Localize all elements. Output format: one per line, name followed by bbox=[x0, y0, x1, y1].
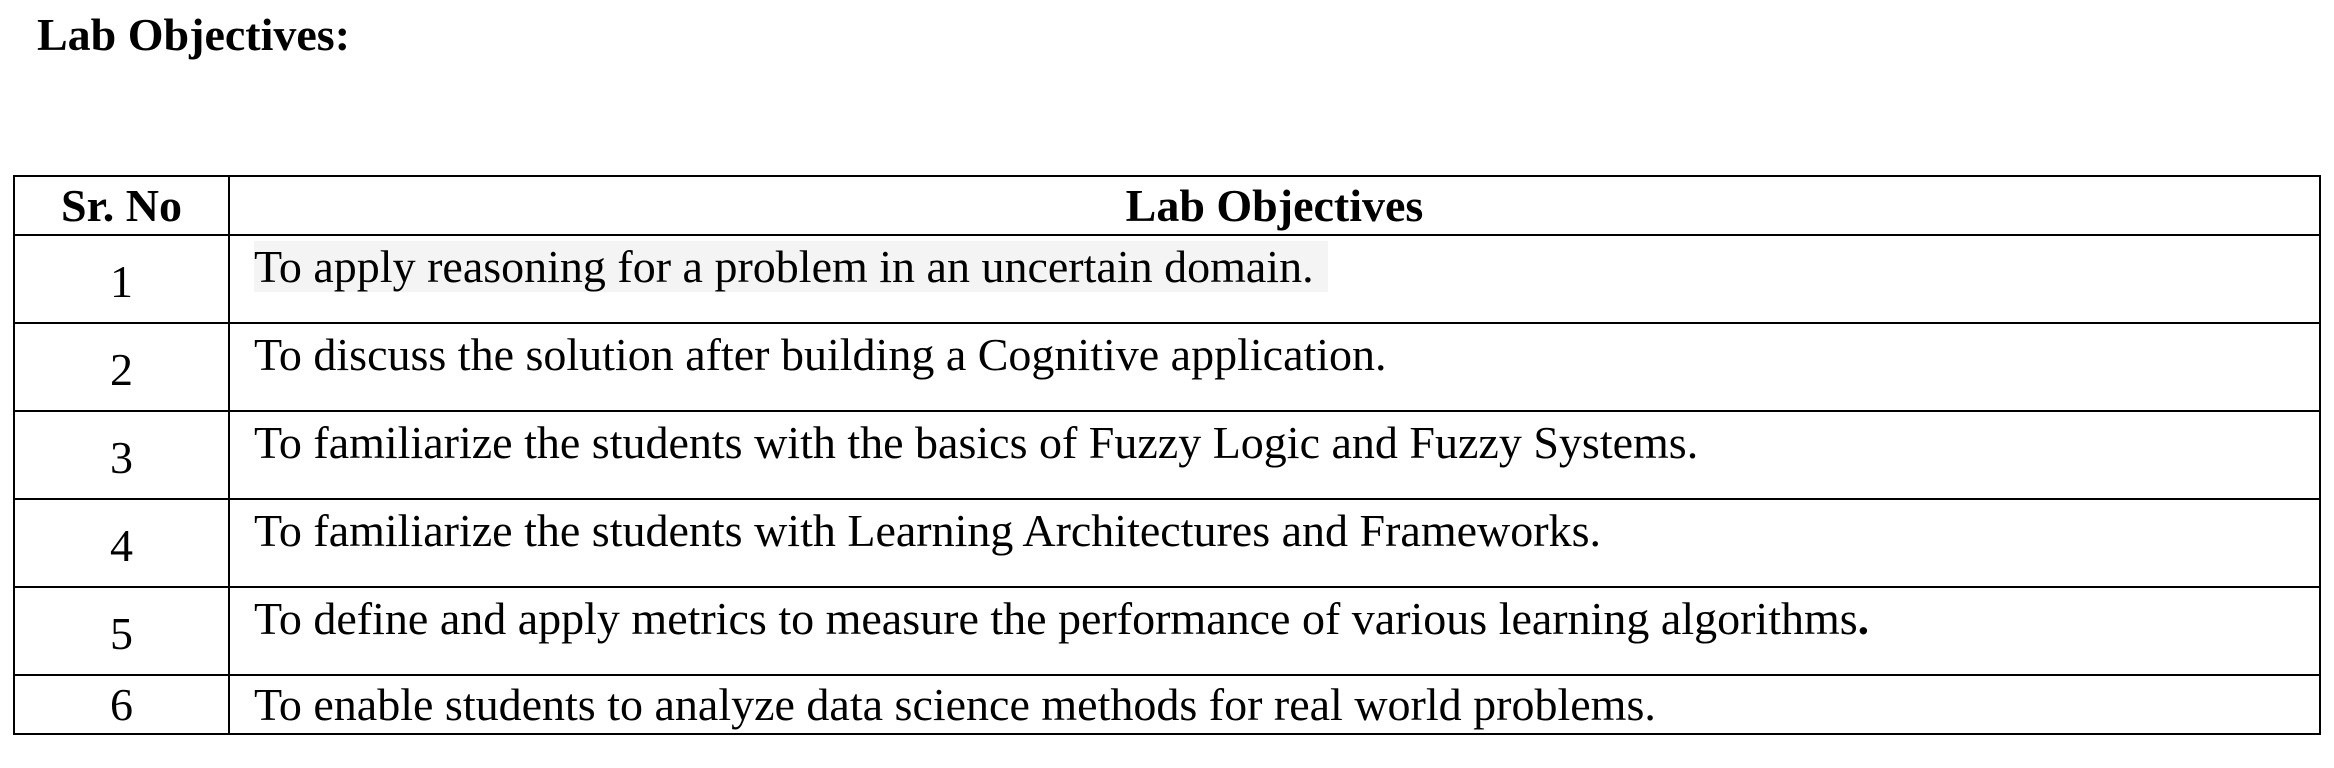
row-number: 1 bbox=[14, 235, 229, 323]
objective-text: To define and apply metrics to measure the performance of various learning algorithms bbox=[254, 593, 1858, 644]
row-number: 3 bbox=[14, 411, 229, 499]
objective-cell bbox=[229, 235, 2320, 323]
table-row bbox=[14, 411, 2320, 499]
row-number: 5 bbox=[14, 587, 229, 675]
objective-cell bbox=[229, 587, 2320, 675]
objective-trailing-period: . bbox=[1857, 593, 1870, 644]
table-row bbox=[14, 235, 2320, 323]
objective-text: To familiarize the students with Learning Architectures and Frameworks. bbox=[229, 499, 2320, 587]
page-title: Lab Objectives: bbox=[37, 9, 351, 60]
objective-text: To discuss the solution after building a Cognitive application. bbox=[229, 323, 2320, 411]
table-row bbox=[14, 499, 2320, 587]
table-header-row bbox=[14, 176, 2320, 235]
objective-text: To familiarize the students with the basics of Fuzzy Logic and Fuzzy Systems. bbox=[229, 411, 2320, 499]
objective-text: To enable students to analyze data science methods for real world problems. bbox=[229, 675, 2320, 734]
row-number: 2 bbox=[14, 323, 229, 411]
header-sr-no: Sr. No bbox=[14, 176, 229, 235]
table-row bbox=[14, 587, 2320, 675]
table-row bbox=[14, 675, 2320, 734]
objective-text: To apply reasoning for a problem in an uncertain domain. bbox=[254, 241, 1328, 292]
header-lab-objectives: Lab Objectives bbox=[229, 176, 2320, 235]
table-row bbox=[14, 323, 2320, 411]
row-number: 6 bbox=[14, 675, 229, 734]
objectives-table bbox=[13, 175, 2321, 735]
row-number: 4 bbox=[14, 499, 229, 587]
